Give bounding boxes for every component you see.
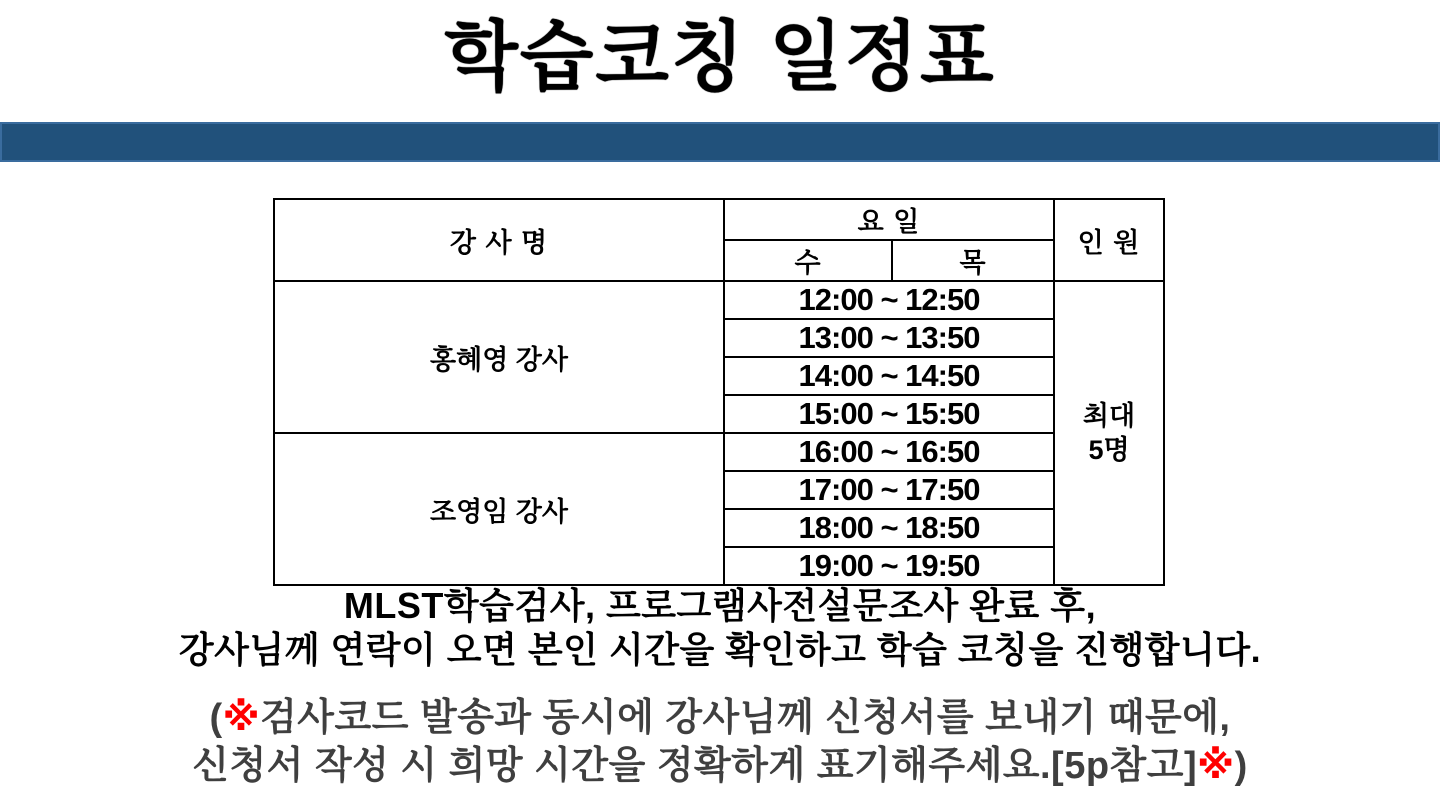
instructor-name-2: 조영임 강사: [274, 433, 724, 585]
header-instructor: 강 사 명: [274, 199, 724, 281]
page-title: 학습코칭 일정표: [444, 15, 996, 100]
reference-mark-icon: ※: [1197, 745, 1235, 787]
note-main-line-1: MLST학습검사, 프로그램사전설문조사 완료 후,: [343, 585, 1097, 626]
note-main-line-2: 강사님께 연락이 오면 본인 시간을 확인하고 학습 코칭을 진행합니다.: [178, 629, 1262, 670]
close-paren: ): [1234, 745, 1248, 787]
time-slot: 17:00 ~ 17:50: [724, 471, 1054, 509]
capacity-line-1: 최대: [1082, 401, 1136, 431]
note-main: [0, 584, 1440, 672]
time-slot: 19:00 ~ 19:50: [724, 547, 1054, 585]
capacity-line-2: 5명: [1088, 435, 1130, 465]
divider-bar: [0, 122, 1440, 162]
time-slot: 13:00 ~ 13:50: [724, 319, 1054, 357]
note-sub-text-2: 신청서 작성 시 희망 시간을 정확하게 표기해주세요.[5p참고]: [192, 745, 1198, 787]
open-paren: (: [209, 697, 223, 739]
header-wednesday: 수: [724, 240, 892, 281]
header-capacity: 인 원: [1054, 199, 1164, 281]
time-slot: 16:00 ~ 16:50: [724, 433, 1054, 471]
note-sub-line-2: [0, 742, 1440, 790]
time-slot: 14:00 ~ 14:50: [724, 357, 1054, 395]
reference-mark-icon: ※: [222, 697, 261, 739]
header-day: 요 일: [724, 199, 1054, 240]
note-sub-text-1: 검사코드 발송과 동시에 강사님께 신청서를 보내기 때문에,: [260, 697, 1231, 739]
note-sub: [0, 694, 1440, 790]
capacity-cell: [1054, 281, 1164, 585]
schedule-table: [273, 198, 1165, 586]
instructor-name-1: 홍혜영 강사: [274, 281, 724, 433]
time-slot: 18:00 ~ 18:50: [724, 509, 1054, 547]
time-slot: 15:00 ~ 15:50: [724, 395, 1054, 433]
time-slot: 12:00 ~ 12:50: [724, 281, 1054, 319]
header-thursday: 목: [892, 240, 1054, 281]
note-sub-line-1: [0, 694, 1440, 742]
